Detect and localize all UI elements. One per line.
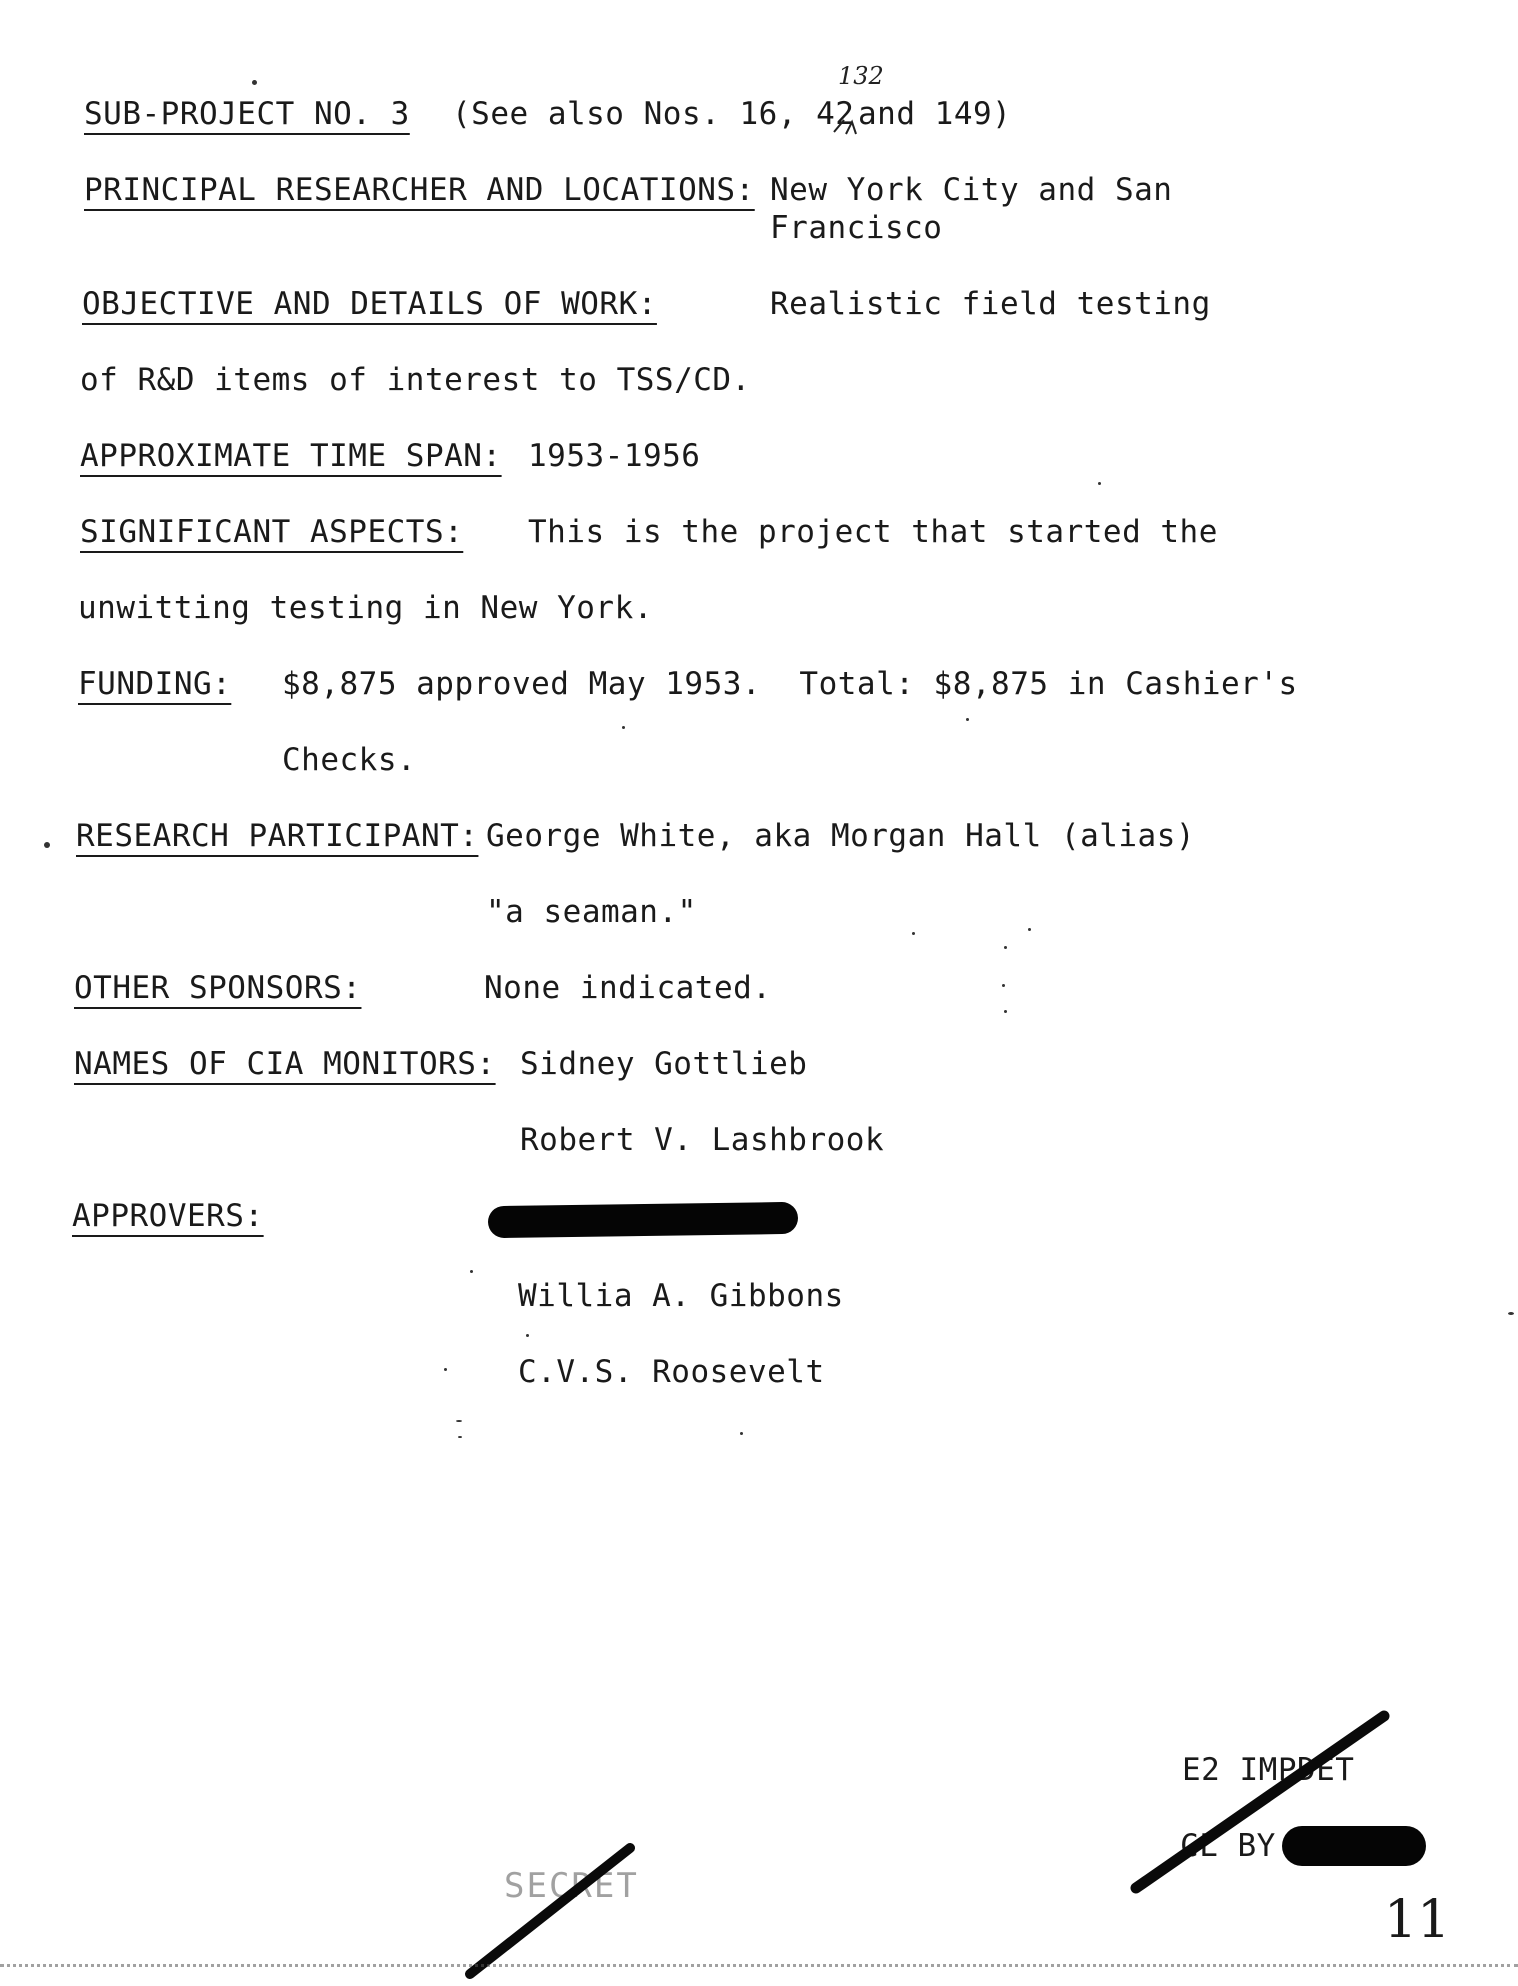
speck [458, 1436, 462, 1438]
participant-value-line1: George White, aka Morgan Hall (alias) [486, 818, 1196, 854]
redaction-bar [488, 1202, 798, 1238]
speck [622, 726, 625, 729]
principal-value-line1: New York City and San [770, 172, 1173, 208]
bottom-edge-dotted-line [0, 1958, 1518, 1967]
objective-label: OBJECTIVE AND DETAILS OF WORK: [82, 286, 657, 322]
caret-mark [830, 114, 860, 138]
bullet-mark [44, 842, 50, 848]
participant-label: RESEARCH PARTICIPANT: [76, 818, 479, 854]
speck [1508, 1312, 1514, 1315]
monitors-label: NAMES OF CIA MONITORS: [74, 1046, 496, 1082]
objective-value-line2: of R&D items of interest to TSS/CD. [80, 362, 751, 398]
funding-value-line1: $8,875 approved May 1953. Total: $8,875 in Cashier's [282, 666, 1298, 702]
time-span-value: 1953-1956 [528, 438, 701, 474]
participant-value-line2: "a seaman." [486, 894, 697, 930]
principal-value-line2: Francisco [770, 210, 943, 246]
speck [456, 1420, 462, 1422]
funding-value-line2: Checks. [282, 742, 417, 778]
speck [1002, 984, 1005, 987]
speck [740, 1432, 743, 1435]
approvers-label: APPROVERS: [72, 1198, 264, 1234]
approver-name: C.V.S. Roosevelt [518, 1354, 825, 1390]
classification-stamp-line1: E2 IMPDET [1182, 1752, 1355, 1788]
approver-name: Willia A. Gibbons [518, 1278, 844, 1314]
time-span-label: APPROXIMATE TIME SPAN: [80, 438, 502, 474]
see-also-text-end: and 149) [858, 96, 1012, 132]
speck [1098, 482, 1101, 485]
speck [470, 1270, 473, 1273]
page-number: 11 [1384, 1890, 1451, 1950]
aspects-label: SIGNIFICANT ASPECTS: [80, 514, 464, 550]
speck [966, 718, 969, 721]
classification-stamp-line2: CL BY [1180, 1828, 1276, 1864]
speck [912, 932, 915, 935]
aspects-value-line2: unwitting testing in New York. [78, 590, 653, 626]
speck [252, 80, 257, 85]
sponsors-value: None indicated. [484, 970, 772, 1006]
see-also-text: (See also Nos. 16, 42 [452, 96, 855, 132]
speck [1004, 946, 1007, 949]
secret-stamp: SECRET [504, 1866, 639, 1906]
speck [444, 1368, 447, 1371]
strike-through-line [1132, 1712, 1392, 1892]
objective-value-line1: Realistic field testing [770, 286, 1211, 322]
principal-label: PRINCIPAL RESEARCHER AND LOCATIONS: [84, 172, 755, 208]
aspects-value-line1: This is the project that started the [528, 514, 1218, 550]
monitor-name: Robert V. Lashbrook [520, 1122, 885, 1158]
monitor-name: Sidney Gottlieb [520, 1046, 808, 1082]
sub-project-label: SUB-PROJECT NO. 3 [84, 96, 410, 132]
funding-label: FUNDING: [78, 666, 232, 702]
speck [1004, 1010, 1007, 1013]
sponsors-label: OTHER SPONSORS: [74, 970, 362, 1006]
speck [526, 1334, 529, 1337]
handwritten-insert: 132 [838, 62, 884, 90]
speck [1028, 928, 1031, 931]
